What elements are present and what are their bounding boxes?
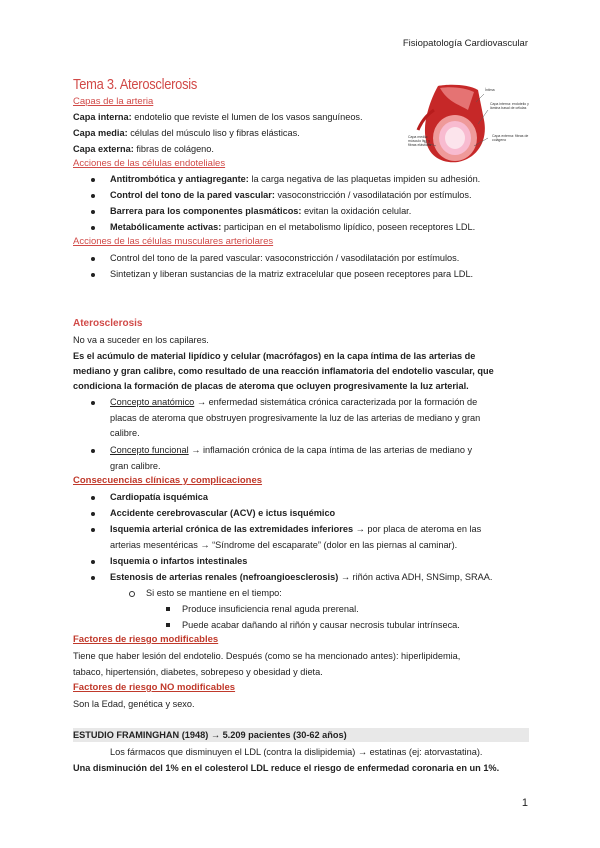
muscular-item: Control del tono de la pared vascular: vasoconstricción / vasodilatación por estímulos. [110, 253, 460, 263]
aterosclerosis-heading: Aterosclerosis [73, 318, 143, 329]
consecuencia-item: Estenosis de arterias renales (nefroangioesclerosis) → riñón activa ADH, SNSimp, SRAA. [110, 572, 493, 582]
endotelial-item: Barrera para los componentes plasmáticos: evitan la oxidación celular. [110, 206, 412, 216]
endotelial-item: Antitrombótica y antiagregante: la carga negativa de las plaquetas impiden su adhesión. [110, 174, 481, 184]
consecuencia-item: Isquemia o infartos intestinales [110, 556, 248, 566]
square-bullet-icon [166, 623, 170, 627]
document-title: Tema 3. Aterosclerosis [73, 76, 198, 93]
page-number: 1 [521, 797, 528, 809]
consecuencia-subitem: Si esto se mantiene en el tiempo: [146, 588, 282, 598]
riesgo-modificables-text: tabaco, hipertensión, diabetes, sobrepeso y obesidad y dieta. [73, 667, 323, 677]
endotelial-item: Metabólicamente activas: participan en el metabolismo lipídico, poseen receptores LDL. [110, 222, 476, 232]
riesgo-modificables-heading: Factores de riesgo modificables [73, 634, 219, 645]
riesgo-modificables-text: Tiene que haber lesión del endotelio. Después (como se ha mencionado antes): hiperlipidemia, [73, 651, 461, 661]
bullet-icon [91, 512, 95, 516]
concepto-funcional: Concepto funcional → inflamación crónica de la capa íntima de las arterias de mediano y [110, 445, 473, 455]
ateros-def-line: condiciona la formación de placas de ateroma que ocluyen progresivamente la luz arterial. [73, 381, 469, 391]
concepto-anatomico: Concepto anatómico → enfermedad sistemática crónica caracterizada por la formación de [110, 397, 478, 407]
figure-label-intima: Íntima [485, 88, 495, 92]
concepto-anatomico-cont: calibre. [110, 428, 140, 438]
capa-externa: Capa externa: fibras de colágeno. [73, 144, 214, 154]
endotelial-item: Control del tono de la pared vascular: vasoconstricción / vasodilatación por estímulos. [110, 190, 472, 200]
bullet-icon [91, 576, 95, 580]
consecuencia-item: Cardiopatía isquémica [110, 492, 209, 502]
bullet-icon [91, 528, 95, 532]
capas-heading: Capas de la arteria [73, 96, 154, 107]
endoteliales-heading: Acciones de las células endoteliales [73, 158, 226, 169]
capa-interna: Capa interna: endotelio que reviste el lumen de los vasos sanguíneos. [73, 112, 363, 122]
figure-label-externa: Capa externa: fibras de colágeno [492, 134, 529, 142]
estudio-heading: ESTUDIO FRAMINGHAN (1948) → 5.209 pacientes (30-62 años) [73, 730, 347, 740]
bullet-icon [91, 178, 95, 182]
bullet-icon [91, 194, 95, 198]
figure-label-media: Capa media: músculo liso y fibras elásticas [408, 135, 432, 147]
bullet-icon [91, 273, 95, 277]
bullet-icon [91, 257, 95, 261]
estudio-text: Los fármacos que disminuyen el LDL (contra la dislipidemia) → estatinas (ej: atorvastatina). [110, 747, 483, 757]
bullet-icon [91, 449, 95, 453]
page-header: Fisiopatología Cardiovascular [402, 38, 528, 49]
riesgo-no-modificables-heading: Factores de riesgo NO modificables [73, 682, 236, 693]
artery-illustration [408, 80, 534, 170]
bullet-icon [91, 226, 95, 230]
bullet-icon [91, 560, 95, 564]
consecuencia-subsubitem: Puede acabar dañando al riñón y causar necrosis tubular intrínseca. [182, 620, 460, 630]
concepto-funcional-cont: gran calibre. [110, 461, 161, 471]
muscular-item: Sintetizan y liberan sustancias de la matriz extracelular que poseen receptores para LDL. [110, 269, 474, 279]
capa-media: Capa media: células del músculo liso y fibras elásticas. [73, 128, 300, 138]
bullet-icon [91, 496, 95, 500]
consecuencias-heading: Consecuencias clínicas y complicaciones [73, 475, 263, 486]
consecuencia-item: Isquemia arterial crónica de las extremidades inferiores → por placa de ateroma en las [110, 524, 482, 534]
concepto-anatomico-cont: placas de ateroma que obstruyen progresivamente la luz de las arterias de mediano y gran [110, 413, 481, 423]
ateros-def-line: Es el acúmulo de material lipídico y celular (macrófagos) en la capa íntima de las arterias de [73, 351, 476, 361]
bullet-icon [91, 210, 95, 214]
figure-label-interna: Capa interna: endotelio y lámina basal de células [490, 102, 529, 110]
consecuencia-item-cont: arterias mesentéricas → “Síndrome del escaparate” (dolor en las piernas al caminar). [110, 540, 458, 550]
circle-bullet-icon [129, 591, 135, 597]
ateros-def-line: mediano y gran calibre, como resultado de una reacción inflamatoria del endotelio vascular, que [73, 366, 494, 376]
ateros-intro: No va a suceder en los capilares. [73, 335, 209, 345]
artery-figure [408, 80, 534, 170]
estudio-conclusion: Una disminución del 1% en el colesterol LDL reduce el riesgo de enfermedad coronaria en un 1%. [73, 763, 500, 773]
consecuencia-item: Accidente cerebrovascular (ACV) e ictus isquémico [110, 508, 336, 518]
riesgo-no-modificables-text: Son la Edad, genética y sexo. [73, 699, 195, 709]
square-bullet-icon [166, 607, 170, 611]
bullet-icon [91, 401, 95, 405]
musculares-heading: Acciones de las células musculares arteriolares [73, 236, 274, 247]
consecuencia-subsubitem: Produce insuficiencia renal aguda prerenal. [182, 604, 359, 614]
